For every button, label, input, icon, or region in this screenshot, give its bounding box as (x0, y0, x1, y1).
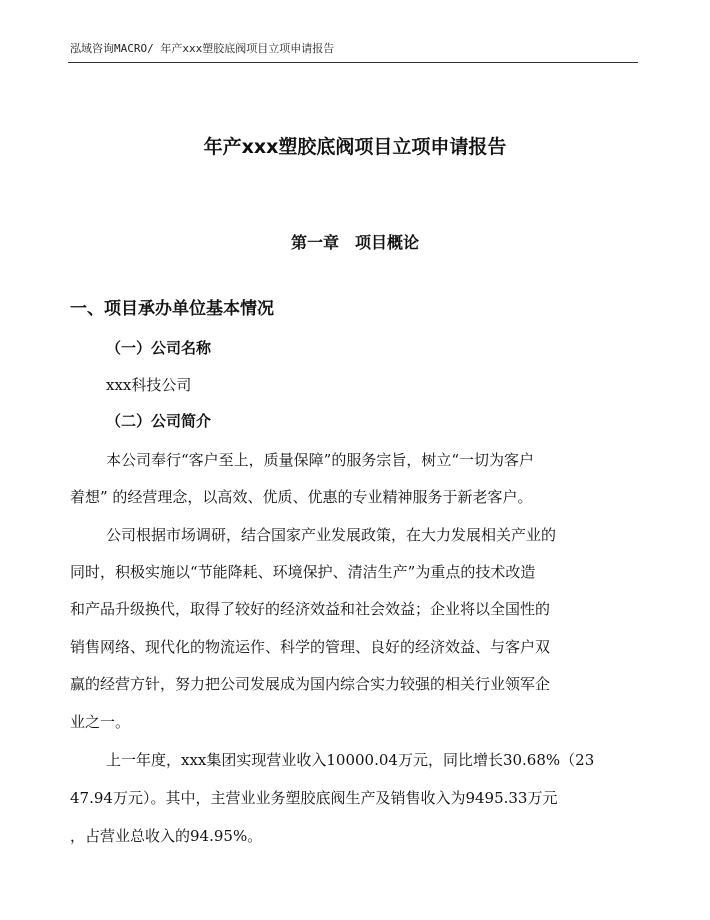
section-heading: 一、项目承办单位基本情况 (70, 299, 274, 319)
paragraph-line: 销售网络、现代化的物流运作、科学的管理、良好的经济效益、与客户双 (70, 638, 551, 656)
company-name-text: xxx科技公司 (106, 376, 192, 394)
header-rule (68, 62, 638, 63)
paragraph-line: 同时，积极实施以“节能降耗、环境保护、清洁生产”为重点的技术改造 (70, 563, 536, 581)
paragraph-line: 着想” 的经营理念，以高效、优质、优惠的专业精神服务于新老客户。 (70, 488, 533, 506)
running-header: 泓域咨询MACRO/ 年产xxx塑胶底阀项目立项申请报告 (70, 42, 335, 55)
paragraph-line: 业之一。 (70, 713, 131, 731)
paragraph-line: ，占营业总收入的94.95%。 (70, 827, 263, 845)
paragraph-line: 公司根据市场调研，结合国家产业发展政策，在大力发展相关产业的 (106, 526, 557, 544)
subsection-heading-company-name: （一）公司名称 (106, 339, 212, 357)
document-title: 年产xxx塑胶底阀项目立项申请报告 (203, 136, 507, 158)
chapter-heading: 第一章 项目概论 (290, 233, 419, 252)
paragraph-line: 上一年度，xxx集团实现营业收入10000.04万元，同比增长30.68%（23 (106, 751, 595, 769)
paragraph-line: 和产品升级换代，取得了较好的经济效益和社会效益；企业将以全国性的 (70, 600, 551, 618)
paragraph-line: 47.94万元）。其中，主营业业务塑胶底阀生产及销售收入为9495.33万元 (70, 789, 558, 807)
paragraph-line: 本公司奉行“客户至上，质量保障”的服务宗旨，树立“一切为客户 (106, 451, 535, 469)
subsection-heading-company-profile: （二）公司简介 (106, 412, 212, 430)
paragraph-line: 赢的经营方针，努力把公司发展成为国内综合实力较强的相关行业领军企 (70, 675, 551, 693)
